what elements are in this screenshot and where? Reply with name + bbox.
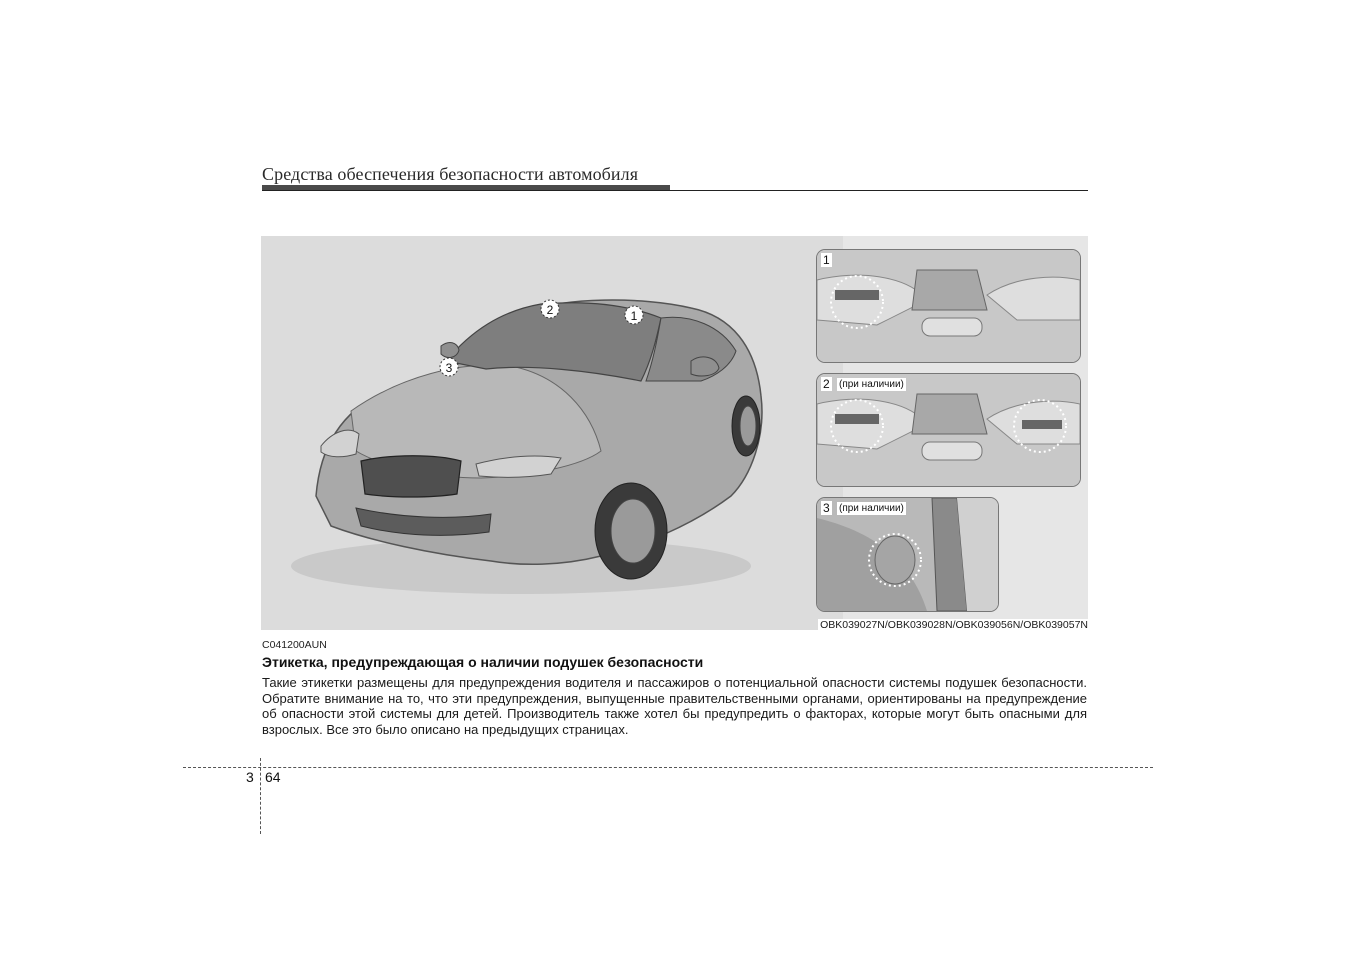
footer-dashed-line bbox=[183, 767, 1153, 768]
car-headlight-left bbox=[321, 430, 359, 457]
car-marker-1-label: 1 bbox=[630, 309, 638, 323]
car-rear-rim bbox=[740, 406, 756, 446]
footer-dashed-divider bbox=[260, 758, 261, 834]
car-grille bbox=[361, 456, 461, 497]
inset-3-number: 3 bbox=[823, 501, 830, 515]
chapter-number: 3 bbox=[246, 769, 254, 785]
body-paragraph: Такие этикетки размещены для предупреждения водителя и пассажиров о потенциальной опасности системы подушек безопасности. Обратите внимание на то, что эти предупреждения, выпущенные правительственными органами, ориентированы на предупреждение об опасности этой системы для детей. Производитель также хотел бы предупредить о факторах, которые могут быть опасными для взрослых. Все это было описано на предыдущих страницах. bbox=[262, 675, 1087, 738]
car-marker-2 bbox=[541, 300, 559, 318]
inset-1-illustration bbox=[817, 250, 1080, 362]
page-number: 64 bbox=[265, 769, 281, 785]
header-rule-thin bbox=[262, 190, 1088, 191]
document-code: C041200AUN bbox=[262, 639, 327, 651]
inset-3-note: (при наличии) bbox=[839, 503, 904, 514]
inset-2-note: (при наличии) bbox=[839, 379, 904, 390]
section-heading: Этикетка, предупреждающая о наличии подушек безопасности bbox=[262, 654, 704, 670]
car-marker-3-label: 3 bbox=[445, 361, 453, 375]
car-front-rim bbox=[611, 499, 655, 563]
inset-1-number: 1 bbox=[823, 253, 830, 267]
airbag-label-figure bbox=[261, 236, 1088, 630]
inset-passenger-visor bbox=[816, 373, 1081, 487]
section-title: Средства обеспечения безопасности автомобиля bbox=[262, 164, 639, 184]
car-left-mirror bbox=[441, 343, 459, 358]
car-marker-3 bbox=[440, 358, 458, 376]
car-marker-1 bbox=[625, 306, 643, 324]
inset-driver-visor bbox=[816, 249, 1081, 363]
inset-2-number: 2 bbox=[823, 377, 830, 391]
inset-pillar bbox=[816, 497, 999, 612]
visor-label bbox=[835, 290, 879, 300]
car-illustration bbox=[261, 236, 843, 630]
car-marker-2-label: 2 bbox=[546, 303, 554, 317]
figure-image-codes: OBK039027N/OBK039028N/OBK039056N/OBK039057N bbox=[820, 619, 1088, 631]
car-illustration-area bbox=[261, 236, 843, 630]
